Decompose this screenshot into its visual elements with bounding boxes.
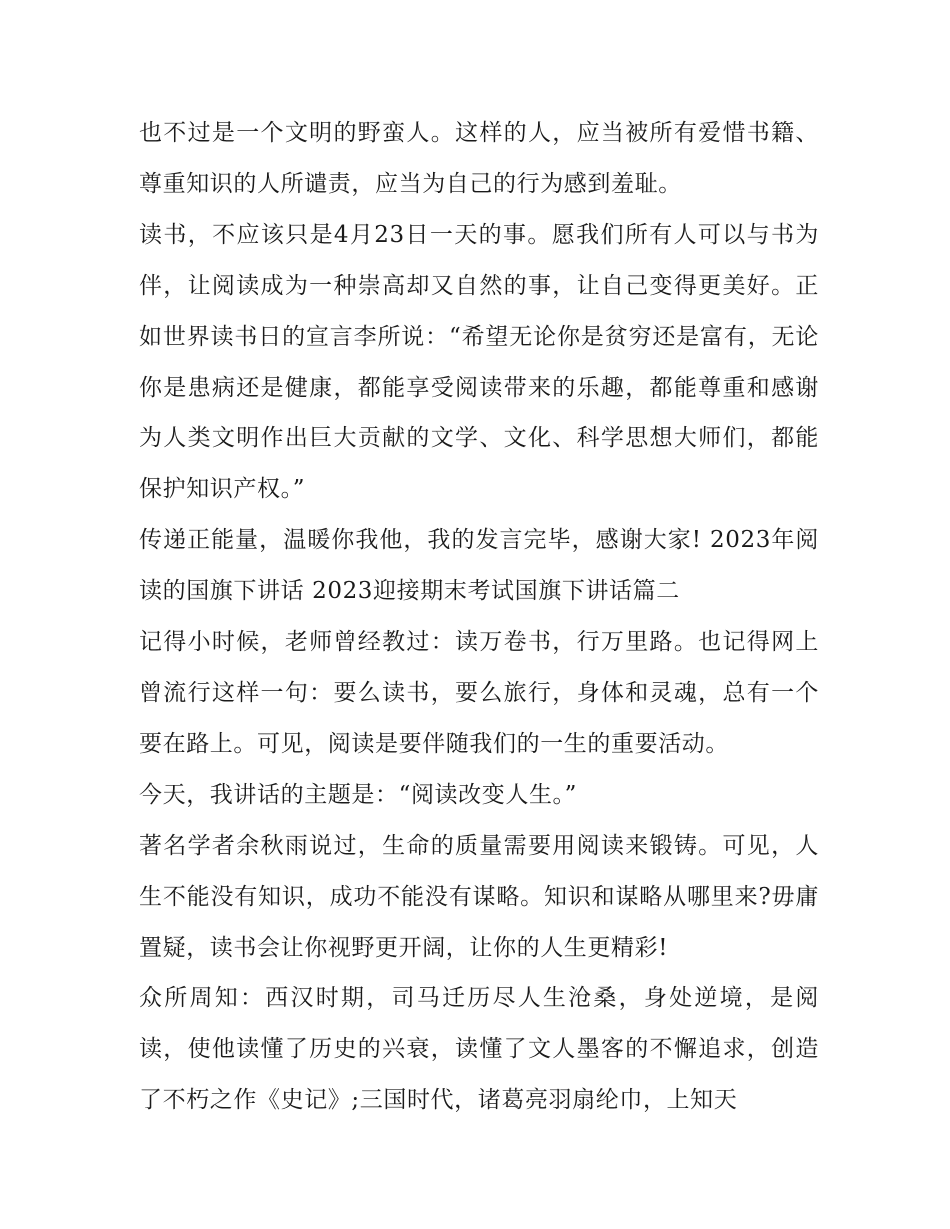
paragraph-3: 传递正能量，温暖你我他，我的发言完毕，感谢大家! 2023年阅读的国旗下讲话 2023迎接期末考试国旗下讲话篇二	[139, 527, 819, 605]
paragraph-7: 众所周知：西汉时期，司马迁历尽人生沧桑，身处逆境，是阅读，使他读懂了历史的兴衰，读懂了文人墨客的不懈追求，创造了不朽之作《史记》;三国时代，诸葛亮羽扇纶巾，上知天	[139, 985, 819, 1114]
paragraph-2: 读书，不应该只是4月23日一天的事。愿我们所有人可以与书为伴，让阅读成为一种崇高却又自然的事，让自己变得更美好。正如世界读书日的宣言李所说：“希望无论你是贫穷还是富有，无论你是患病还是健康，都能享受阅读带来的乐趣，都能尊重和感谢为人类文明作出巨大贡献的文学、文化、科学思想大师们，都能保护知识产权。”	[139, 221, 819, 503]
paragraph-6: 著名学者余秋雨说过，生命的质量需要用阅读来锻铸。可见，人生不能没有知识，成功不能没有谋略。知识和谋略从哪里来?毋庸置疑，读书会让你视野更开阔，让你的人生更精彩!	[139, 832, 819, 961]
paragraph-5: 今天，我讲话的主题是：“阅读改变人生。”	[139, 781, 578, 808]
paragraph-4: 记得小时候，老师曾经教过：读万卷书，行万里路。也记得网上曾流行这样一句：要么读书，要么旅行，身体和灵魂，总有一个要在路上。可见，阅读是要伴随我们的一生的重要活动。	[139, 629, 819, 757]
paragraph-1: 也不过是一个文明的野蛮人。这样的人，应当被所有爱惜书籍、尊重知识的人所谴责，应当为自己的行为感到羞耻。	[139, 120, 819, 197]
document-body	[139, 108, 819, 1126]
